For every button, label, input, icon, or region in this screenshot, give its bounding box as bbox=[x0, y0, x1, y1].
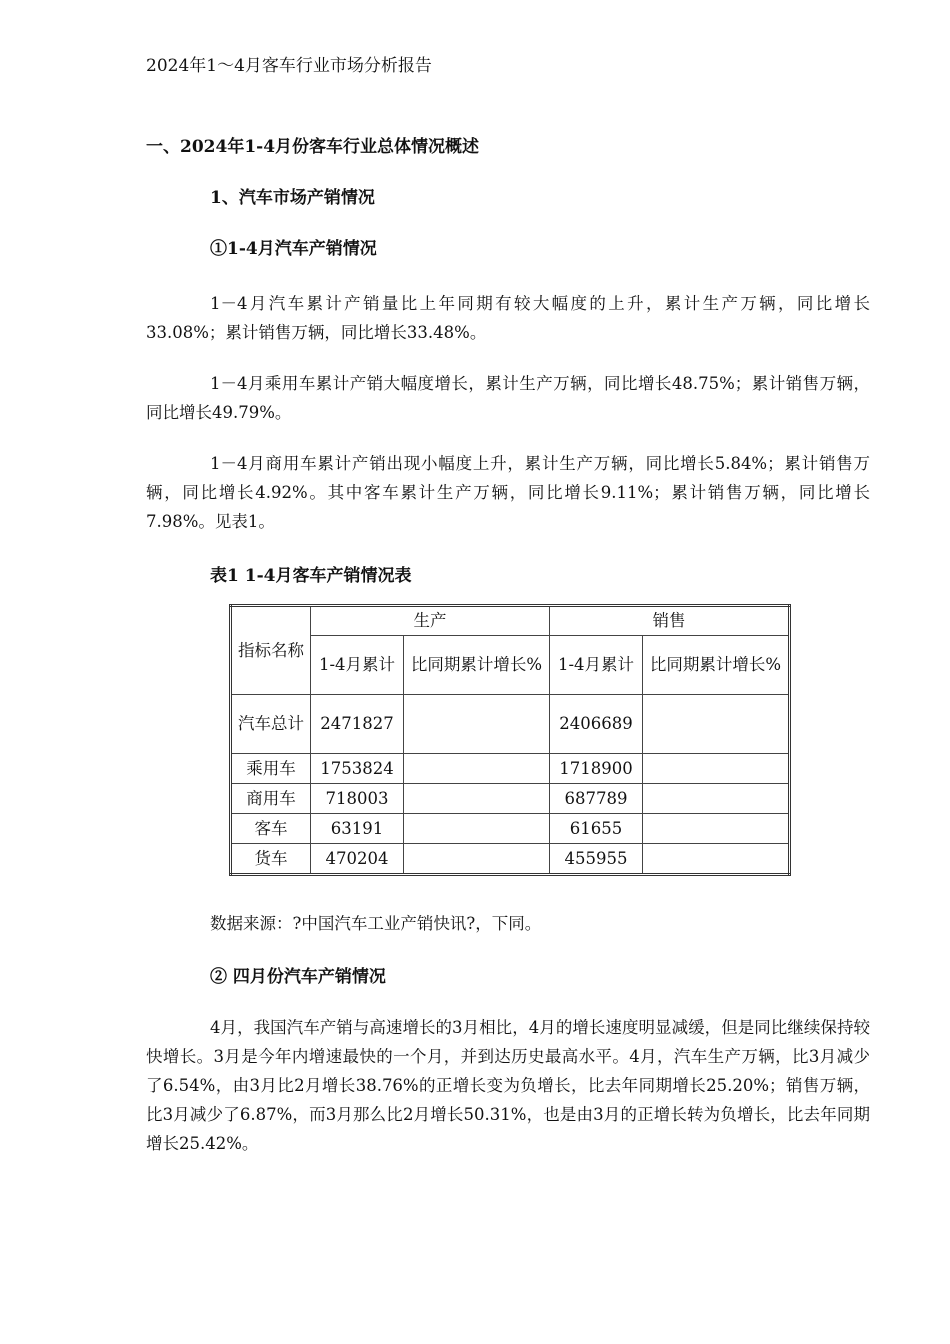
row-production-growth bbox=[404, 754, 550, 784]
paragraph-3: 1－4月商用车累计产销出现小幅度上升，累计生产万辆，同比增长5.84%；累计销售万辆，同比增长4.92%。其中客车累计生产万辆，同比增长9.11%；累计销售万辆，同比增长7.98%。见表1。 bbox=[146, 454, 870, 531]
row-name: 货车 bbox=[231, 844, 311, 875]
row-sales: 1718900 bbox=[550, 754, 643, 784]
row-sales: 2406689 bbox=[550, 695, 643, 754]
row-production-growth bbox=[404, 784, 550, 814]
section-heading: 一、2024年1-4月份客车行业总体情况概述 bbox=[146, 137, 480, 157]
subsection-heading: 1、汽车市场产销情况 bbox=[210, 188, 375, 208]
paragraph-4: 4月，我国汽车产销与高速增长的3月相比，4月的增长速度明显减缓，但是同比继续保持较快增长。3月是今年内增速最快的一个月，并到达历史最高水平。4月，汽车生产万辆，比3月减少了6.54%，由3月比2月增长38.76%的正增长变为负增长，比去年同期增长25.20%；销售万辆，比3月减少了6.87%，而3月那么比2月增长50.31%，也是由3月的正增长转为负增长，比去年同期增长25.42%。 bbox=[146, 1018, 870, 1153]
table-row bbox=[231, 814, 790, 844]
row-production: 63191 bbox=[311, 814, 404, 844]
header-production-cumulative: 1-4月累计 bbox=[311, 636, 404, 695]
document-title: 2024年1～4月客车行业市场分析报告 bbox=[146, 56, 432, 76]
table-row bbox=[231, 695, 790, 754]
header-sales-cumulative: 1-4月累计 bbox=[550, 636, 643, 695]
row-production-growth bbox=[404, 844, 550, 875]
paragraph-2: 1－4月乘用车累计产销大幅度增长，累计生产万辆，同比增长48.75%；累计销售万辆，同比增长49.79%。 bbox=[146, 374, 870, 422]
row-name: 客车 bbox=[231, 814, 311, 844]
row-name: 汽车总计 bbox=[231, 695, 311, 754]
row-name: 商用车 bbox=[231, 784, 311, 814]
item-heading-1: ①1-4月汽车产销情况 bbox=[210, 239, 377, 259]
header-indicator-name: 指标名称 bbox=[231, 606, 311, 695]
row-sales-growth bbox=[643, 784, 790, 814]
row-production: 718003 bbox=[311, 784, 404, 814]
row-sales-growth bbox=[643, 844, 790, 875]
row-sales-growth bbox=[643, 814, 790, 844]
paragraph-1: 1－4月汽车累计产销量比上年同期有较大幅度的上升，累计生产万辆，同比增长33.08%；累计销售万辆，同比增长33.48%。 bbox=[146, 294, 870, 342]
row-production: 1753824 bbox=[311, 754, 404, 784]
row-production: 470204 bbox=[311, 844, 404, 875]
production-sales-table bbox=[229, 604, 791, 876]
row-production: 2471827 bbox=[311, 695, 404, 754]
table-row bbox=[231, 844, 790, 875]
table-caption: 表1 1-4月客车产销情况表 bbox=[210, 566, 412, 586]
row-sales: 61655 bbox=[550, 814, 643, 844]
row-production-growth bbox=[404, 695, 550, 754]
item-heading-2: ② 四月份汽车产销情况 bbox=[210, 967, 386, 987]
row-sales: 455955 bbox=[550, 844, 643, 875]
table-row bbox=[231, 784, 790, 814]
row-sales-growth bbox=[643, 754, 790, 784]
header-production-growth: 比同期累计增长% bbox=[404, 636, 550, 695]
row-sales: 687789 bbox=[550, 784, 643, 814]
header-sales-growth: 比同期累计增长% bbox=[643, 636, 790, 695]
row-production-growth bbox=[404, 814, 550, 844]
table-row bbox=[231, 754, 790, 784]
row-name: 乘用车 bbox=[231, 754, 311, 784]
row-sales-growth bbox=[643, 695, 790, 754]
header-production: 生产 bbox=[311, 606, 550, 636]
data-source-note: 数据来源：?中国汽车工业产销快讯?，下同。 bbox=[210, 914, 542, 933]
header-sales: 销售 bbox=[550, 606, 790, 636]
